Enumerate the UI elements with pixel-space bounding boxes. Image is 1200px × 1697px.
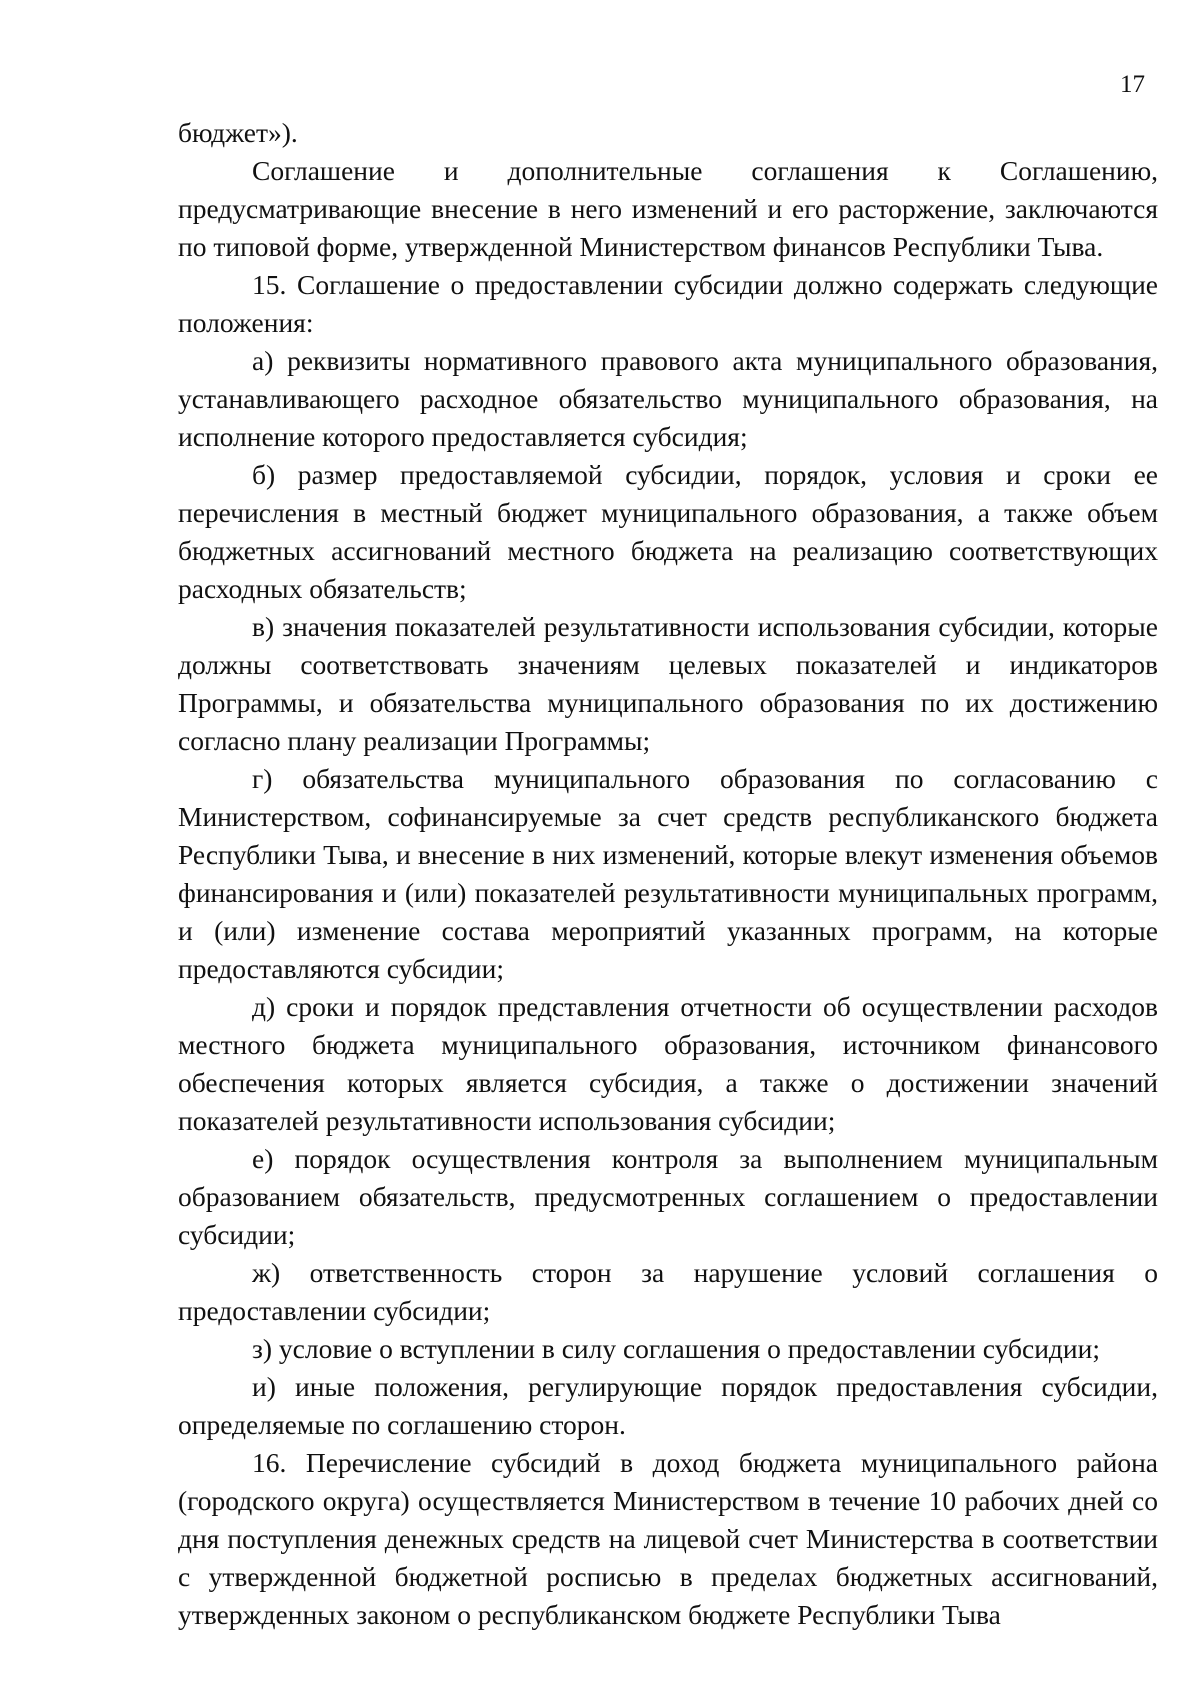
paragraph-item-15-b: б) размер предоставляемой субсидии, порядок, условия и сроки ее перечисления в местный бюджет муниципального образования, а также объем бюджетных ассигнований местного бюджета на реализацию соответствующих расходных обязательств;: [178, 459, 1158, 604]
paragraph-item-15-i: и) иные положения, регулирующие порядок предоставления субсидии, определяемые по соглашению сторон.: [178, 1371, 1158, 1440]
paragraph-item-15-g: г) обязательства муниципального образования по согласованию с Министерством, софинансируемые за счет средств республиканского бюджета Республики Тыва, и внесение в них изменений, которые влекут изменения объемов финансирования и (или) показателей результативности муниципальных программ, и (или) изменение состава мероприятий указанных программ, на которые предоставляются субсидии;: [178, 763, 1158, 984]
paragraph-item-15-zh: ж) ответственность сторон за нарушение условий соглашения о предоставлении субсидии;: [178, 1257, 1158, 1326]
paragraph-item-15: 15. Соглашение о предоставлении субсидии должно содержать следующие положения:: [178, 269, 1158, 338]
paragraph-item-15-d: д) сроки и порядок представления отчетности об осуществлении расходов местного бюджета муниципального образования, источником финансового обеспечения которых является субсидия, а также о достижении значений показателей результативности использования субсидии;: [178, 991, 1158, 1136]
paragraph-agreement-form: Соглашение и дополнительные соглашения к Соглашению, предусматривающие внесение в него изменений и его расторжение, заключаются по типовой форме, утвержденной Министерством финансов Республики Тыва.: [178, 155, 1158, 262]
paragraph-item-15-z: з) условие о вступлении в силу соглашения о предоставлении субсидии;: [252, 1333, 1100, 1364]
paragraph-continuation: бюджет»).: [178, 117, 298, 148]
paragraph-item-15-a: а) реквизиты нормативного правового акта муниципального образования, устанавливающего расходное обязательство муниципального образования, на исполнение которого предоставляется субсидия;: [178, 345, 1158, 452]
paragraph-item-15-v: в) значения показателей результативности использования субсидии, которые должны соответствовать значениям целевых показателей и индикаторов Программы, и обязательства муниципального образования по их достижению согласно плану реализации Программы;: [178, 611, 1158, 756]
paragraph-item-16: 16. Перечисление субсидий в доход бюджета муниципального района (городского округа) осуществляется Министерством в течение 10 рабочих дней со дня поступления денежных средств на лицевой счет Министерства в соответствии с утвержденной бюджетной росписью в пределах бюджетных ассигнований, утвержденных законом о республиканском бюджете Республики Тыва: [178, 1447, 1158, 1630]
page-number: 17: [1120, 71, 1145, 98]
paragraph-item-15-e: е) порядок осуществления контроля за выполнением муниципальным образованием обязательств, предусмотренных соглашением о предоставлении субсидии;: [178, 1143, 1158, 1250]
document-body: [178, 114, 1158, 1634]
